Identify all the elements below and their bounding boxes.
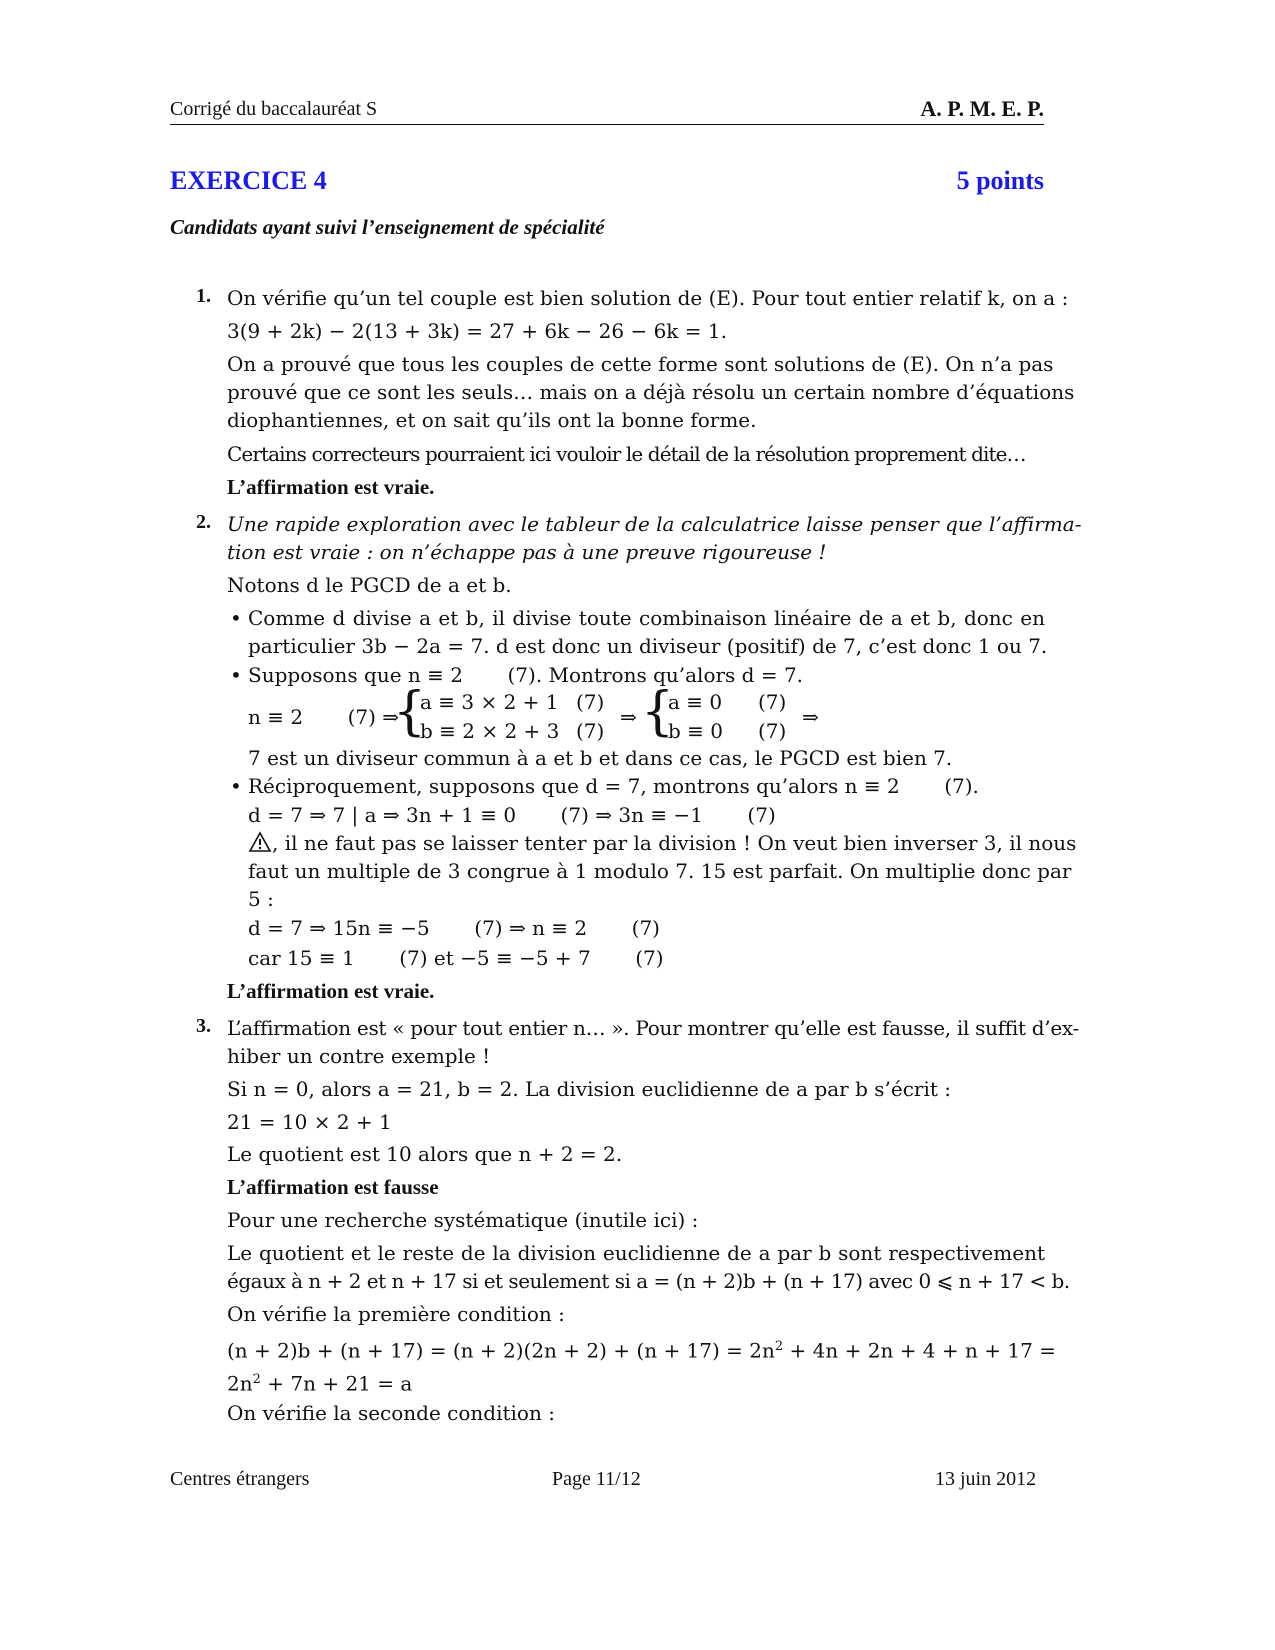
q3-line-10-part-b: + 4n + 2n + 4 + n + 17 = — [789, 1338, 1056, 1363]
q1-line-1: On vérifie qu’un tel couple est bien solution de (E). Pour tout entier relatif k, on a : — [227, 286, 1069, 310]
q2-bullet-2-line-3: 7 est un diviseur commun à a et b et dans ce cas, le PGCD est bien 7. — [248, 746, 953, 770]
q1-line-3: On a prouvé que tous les couples de cette forme sont solutions de (E). On n’a pas — [227, 352, 1054, 376]
q2-bullet-3-line-6: d = 7 ⇒ 15n ≡ −5 (7) ⇒ n ≡ 2 (7) — [248, 916, 660, 940]
q2-line-3: Notons d le PGCD de a et b. — [227, 573, 512, 597]
q3-line-10 — [227, 1333, 1056, 1365]
q3-line-4: 21 = 10 × 2 + 1 — [227, 1110, 392, 1134]
system-arrow-2: ⇒ — [802, 705, 819, 729]
q3-line-9: On vérifie la première condition : — [227, 1302, 565, 1326]
brace-2: { — [641, 682, 675, 742]
exponent: 2 — [774, 1339, 784, 1354]
q3-line-8: égaux à n + 2 et n + 17 si et seulement si a = (n + 2)b + (n + 17) avec 0 ⩽ n + 17 < b. — [227, 1269, 1070, 1293]
q2-bullet-2-line-1: Supposons que n ≡ 2 (7). Montrons qu’alors d = 7. — [248, 663, 804, 687]
q2-line-1: Une rapide exploration avec le tableur de la calculatrice laisse penser que l’affirma- — [227, 512, 1082, 536]
system2-row-1: a ≡ 0 — [668, 690, 723, 714]
footer-left: Centres étrangers — [170, 1468, 310, 1490]
bullet-1: • — [230, 606, 242, 630]
q2-bullet-1-line-1: Comme d divise a et b, il divise toute combinaison linéaire de a et b, donc en — [248, 606, 1045, 630]
q3-line-5: Le quotient est 10 alors que n + 2 = 2. — [227, 1142, 623, 1166]
q3-line-11-part-b: + 7n + 21 = a — [267, 1371, 413, 1396]
system2-row-1-mod: (7) — [758, 690, 787, 714]
q1-line-2: 3(9 + 2k) − 2(13 + 3k) = 27 + 6k − 26 − 6k = 1. — [227, 319, 727, 343]
q2-bullet-3-line-5: 5 : — [248, 887, 274, 911]
q2-bullet-1-line-2: particulier 3b − 2a = 7. d est donc un diviseur (positif) de 7, c’est donc 1 ou 7. — [248, 634, 1048, 658]
system1-row-2-mod: (7) — [576, 719, 605, 743]
footer-page-number: Page 11/12 — [552, 1468, 641, 1490]
q2-bullet-3-line-3 — [248, 829, 1076, 860]
system1-row-1-mod: (7) — [576, 690, 605, 714]
q1-conclusion: L’affirmation est vraie. — [227, 475, 435, 499]
q3-number: 3. — [196, 1015, 211, 1037]
system-left: n ≡ 2 (7) ⇒ — [248, 705, 400, 729]
bullet-2: • — [230, 663, 242, 687]
q3-line-11-part-a: 2n — [227, 1371, 253, 1396]
exercise-title-bar — [170, 166, 1044, 200]
q3-line-12: On vérifie la seconde condition : — [227, 1401, 555, 1425]
q2-bullet-3-line-7: car 15 ≡ 1 (7) et −5 ≡ −5 + 7 (7) — [248, 946, 664, 970]
q2-bullet-3-line-1: Réciproquement, supposons que d = 7, montrons qu’alors n ≡ 2 (7). — [248, 774, 979, 798]
q3-conclusion: L’affirmation est fausse — [227, 1175, 439, 1199]
q2-number: 2. — [196, 511, 211, 533]
q2-line-2: tion est vraie : on n’échappe pas à une preuve rigoureuse ! — [227, 540, 827, 564]
q3-line-2: hiber un contre exemple ! — [227, 1044, 491, 1068]
header-right: A. P. M. E. P. — [920, 96, 1044, 121]
q3-line-10-part-a: (n + 2)b + (n + 17) = (n + 2)(2n + 2) + (n + 17) = 2n — [227, 1338, 775, 1363]
warning-text: , il ne faut pas se laisser tenter par la division ! On veut bien inverser 3, il nous — [272, 831, 1077, 855]
header-left: Corrigé du baccalauréat S — [170, 98, 378, 120]
exponent: 2 — [252, 1372, 261, 1387]
system2-row-2-mod: (7) — [758, 719, 787, 743]
q2-bullet-3-line-4: faut un multiple de 3 congrue à 1 modulo 7. 15 est parfait. On multiplie donc par — [248, 859, 1072, 883]
footer-date: 13 juin 2012 — [935, 1468, 1037, 1490]
exercise-subtitle: Candidats ayant suivi l’enseignement de spécialité — [170, 215, 605, 239]
q2-bullet-3-line-2: d = 7 ⇒ 7 | a ⇒ 3n + 1 ≡ 0 (7) ⇒ 3n ≡ −1 (7) — [248, 803, 776, 827]
q2-conclusion: L’affirmation est vraie. — [227, 979, 435, 1003]
brace-1: { — [393, 682, 427, 742]
system2-row-2: b ≡ 0 — [668, 719, 723, 743]
q3-line-6: Pour une recherche systématique (inutile ici) : — [227, 1208, 699, 1232]
system1-row-1: a ≡ 3 × 2 + 1 — [420, 690, 559, 714]
q3-line-7: Le quotient et le reste de la division euclidienne de a par b sont respectivement — [227, 1241, 1045, 1265]
q1-line-4: prouvé que ce sont les seuls… mais on a déjà résolu un certain nombre d’équations — [227, 380, 1075, 404]
q3-line-11 — [227, 1366, 412, 1398]
q1-number: 1. — [196, 285, 211, 307]
exercise-title: EXERCICE 4 — [170, 166, 327, 195]
exercise-points: 5 points — [956, 166, 1044, 195]
q1-line-6: Certains correcteurs pourraient ici vouloir le détail de la résolution proprement dite… — [227, 442, 1026, 466]
q1-line-5: diophantiennes, et on sait qu’ils ont la bonne forme. — [227, 408, 757, 432]
system1-row-2: b ≡ 2 × 2 + 3 — [420, 719, 560, 743]
page-header — [170, 96, 1044, 125]
system-arrow-1: ⇒ — [620, 705, 637, 729]
q3-line-1: L’affirmation est « pour tout entier n… ». Pour montrer qu’elle est fausse, il suffit d’ex- — [227, 1016, 1079, 1040]
bullet-3: • — [230, 774, 242, 798]
warning-triangle-icon — [248, 831, 272, 860]
q3-line-3: Si n = 0, alors a = 21, b = 2. La division euclidienne de a par b s’écrit : — [227, 1077, 951, 1101]
